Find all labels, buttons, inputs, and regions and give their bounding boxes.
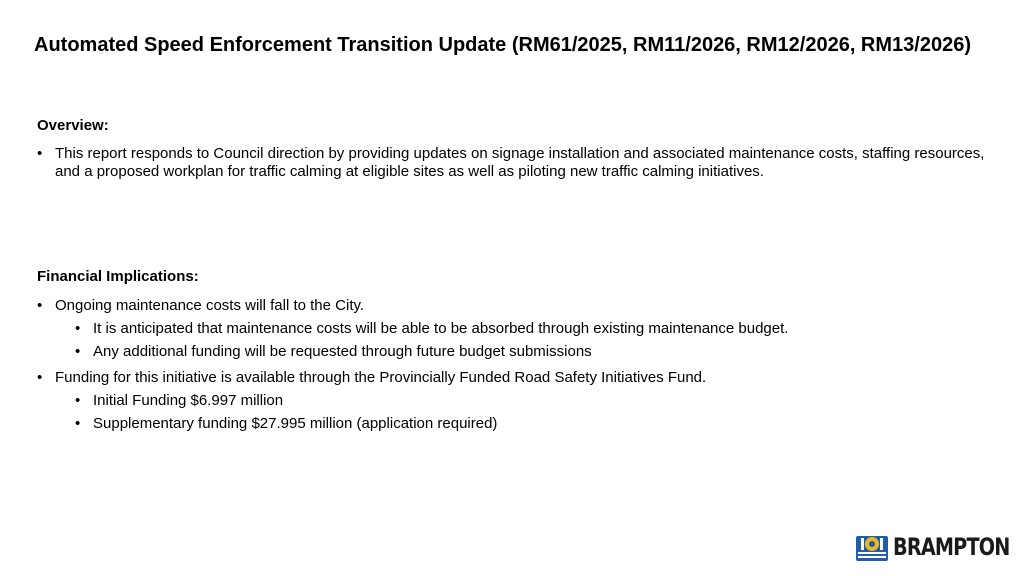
- sub-bullet: • It is anticipated that maintenance costs will be able to be absorbed through existing maintenance budget.: [75, 320, 987, 338]
- sub-bullet-list: [55, 320, 987, 361]
- financial-bullet-maintenance: [37, 297, 987, 361]
- brampton-logo: [856, 532, 1024, 562]
- brampton-flower-tower-logo-icon: [856, 533, 888, 561]
- bullet-text: Funding for this initiative is available through the Provincially Funded Road Safety Initiatives Fund.: [55, 369, 707, 386]
- financial-bullet-funding: [37, 369, 987, 433]
- sub-bullet: • Supplementary funding $27.995 million (application required): [75, 415, 987, 433]
- sub-bullet-list: [55, 392, 987, 433]
- sub-bullet: • Initial Funding $6.997 million: [75, 392, 987, 410]
- slide-title: Automated Speed Enforcement Transition Update (RM61/2025, RM11/2026, RM12/2026, RM13/2026): [34, 34, 971, 56]
- bullet-text: Ongoing maintenance costs will fall to the City.: [55, 297, 365, 314]
- brampton-wordmark: BRAMPTON: [893, 533, 1010, 561]
- sub-bullet: • Any additional funding will be requested through future budget submissions: [75, 343, 987, 361]
- overview-bullet: • This report responds to Council direction by providing updates on signage installation and associated maintenance costs, staffing resources, and a proposed workplan for traffic calming at eligible sites as well as piloting new traffic calming initiatives.: [37, 145, 987, 181]
- overview-list: [37, 145, 987, 187]
- financial-implications-heading: Financial Implications:: [37, 268, 199, 285]
- financial-list: [37, 297, 987, 441]
- overview-heading: Overview:: [37, 117, 109, 134]
